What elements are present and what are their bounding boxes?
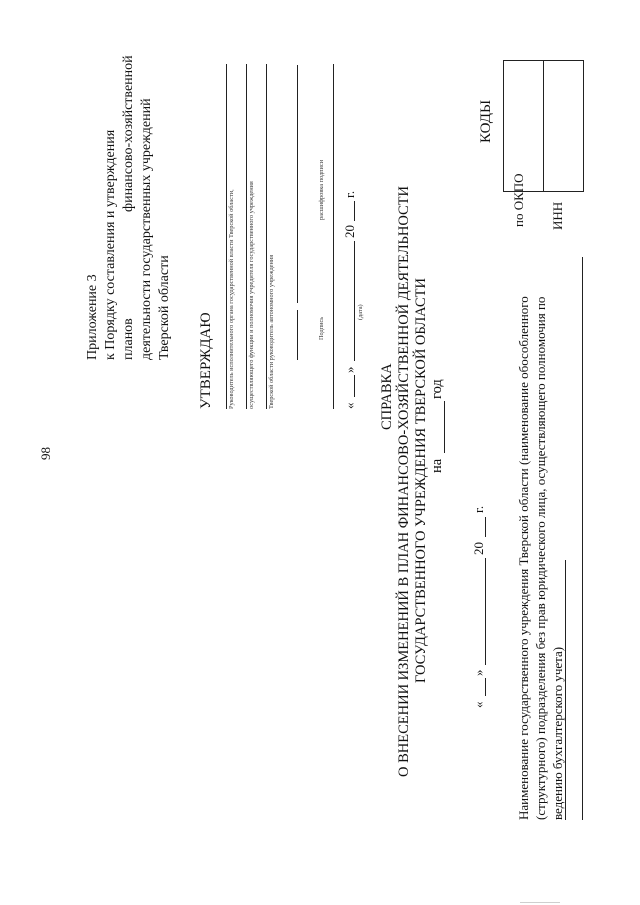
approval-date-open: « xyxy=(342,402,357,409)
date-open: « xyxy=(471,701,486,708)
appendix-line-5: Тверской области xyxy=(157,255,172,360)
decoding-line xyxy=(297,65,298,303)
heading-line-1: СПРАВКА xyxy=(379,363,395,430)
heading-year-suffix: год xyxy=(429,379,445,399)
heading-line-3: ГОСУДАРСТВЕННОГО УЧРЕЖДЕНИЯ ТВЕРСКОЙ ОБЛАСТИ xyxy=(413,278,429,683)
approval-title: УТВЕРЖДАЮ xyxy=(198,312,214,409)
approval-date-close: » xyxy=(342,366,357,373)
month-line xyxy=(485,558,486,665)
approval-line-2 xyxy=(246,64,247,409)
signature-line xyxy=(297,310,298,360)
page-number: 98 xyxy=(38,447,53,460)
date-year-prefix: 20 xyxy=(471,542,486,555)
approval-month-line xyxy=(354,241,355,361)
codes-row-okpo xyxy=(504,61,544,231)
institution-line-1: Наименование государственного учреждения Тверской области (наименование обособленного xyxy=(516,296,531,820)
scan-edge-mark xyxy=(520,902,560,903)
approval-line-1 xyxy=(226,64,227,409)
appendix-line-3 xyxy=(120,30,138,360)
decoding-label: расшифровка подписи xyxy=(318,159,325,220)
day-line xyxy=(485,678,486,696)
inn-label-cell xyxy=(544,192,584,231)
approval-day-line xyxy=(354,375,355,397)
approval-line-3 xyxy=(266,64,267,409)
heading-line-2: О ВНЕСЕНИИ ИЗМЕНЕНИЙ В ПЛАН ФИНАНСОВО-ХОЗЯЙСТВЕННОЙ ДЕЯТЕЛЬНОСТИ xyxy=(396,186,412,777)
appendix-line-2: к Порядку составления и утверждения xyxy=(103,129,118,360)
institution-line-2: (структурного) подразделения без прав юридического лица, осуществляющего полномочия по xyxy=(533,296,548,820)
institution-block xyxy=(515,296,566,820)
inn-value-cell[interactable] xyxy=(544,61,584,192)
appendix-line-3-a: планов xyxy=(121,318,136,360)
okpo-value-cell[interactable] xyxy=(504,61,544,192)
okpo-label-cell xyxy=(504,192,544,231)
date-year-suffix: г. xyxy=(471,505,486,513)
institution-line-3: ведению бухгалтерского учета) xyxy=(550,646,565,820)
institution-fill-line xyxy=(582,257,583,820)
signature-label: Подпись xyxy=(318,316,325,340)
inn-label: ИНН xyxy=(550,201,565,230)
heading-year-prefix: на xyxy=(429,458,445,473)
codes-header: КОДЫ xyxy=(478,99,494,143)
approval-year-line xyxy=(354,201,355,221)
approval-caption-2: осуществляющего функции и полномочия учредителя государственного учреждения xyxy=(248,181,255,409)
codes-row-inn xyxy=(544,61,584,231)
date-close: » xyxy=(471,669,486,676)
codes-table xyxy=(503,60,584,230)
okpo-label: по ОКПО xyxy=(511,173,526,227)
appendix-line-4: деятельности государственных учреждений xyxy=(139,98,154,360)
appendix-line-3-b: финансово-хозяйственной xyxy=(121,55,136,212)
appendix-line-1: Приложение 3 xyxy=(85,274,100,360)
heading-year-line xyxy=(444,401,445,453)
institution-line-3-rule xyxy=(565,560,566,820)
approval-caption-1: Руководитель исполнительного органа государственной власти Тверской области, xyxy=(228,189,235,409)
appendix-block xyxy=(84,30,174,360)
approval-caption-3: Тверской области руководитель автономного учреждения xyxy=(268,254,275,409)
approval-year-suffix: г. xyxy=(342,190,357,198)
date-year-line xyxy=(485,517,486,537)
approval-date-top-line xyxy=(333,64,334,409)
approval-date-caption: (дата) xyxy=(357,304,364,320)
approval-year-prefix: 20 xyxy=(342,225,357,238)
